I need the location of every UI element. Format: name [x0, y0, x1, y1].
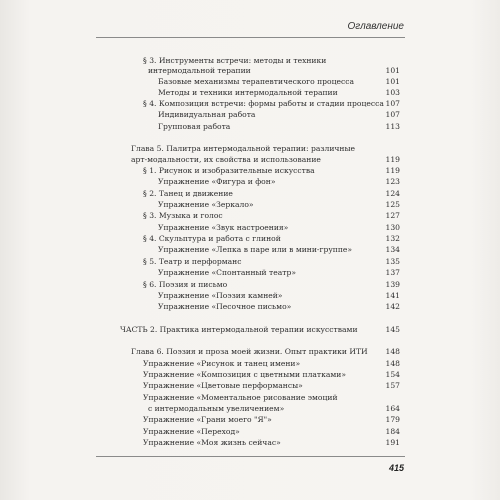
toc-entry-title: § 5. Театр и перформанс — [143, 257, 242, 266]
toc-entry-page: 179 — [385, 415, 400, 424]
running-header-title: Оглавление — [347, 21, 404, 32]
toc-entry-title: ЧАСТЬ 2. Практика интермодальной терапии искусствами — [120, 325, 358, 334]
toc-entry-title: § 3. Музыка и голос — [143, 211, 223, 220]
toc-entry-title: § 4. Композиция встречи: формы работы и стадии процесса — [143, 99, 384, 108]
toc-entry-title: § 4. Скульптура и работа с глиной — [143, 234, 281, 243]
toc-entry-title: Упражнение «Рисунок и танец имени» — [143, 359, 301, 368]
toc-entry-title: Упражнение «Лепка в паре или в мини-группе» — [158, 245, 353, 254]
toc-entry-title: Упражнение «Моментальное рисование эмоций — [143, 393, 338, 402]
toc-entry-page: 125 — [385, 200, 400, 209]
toc-entry-title: Глава 6. Поэзия и проза моей жизни. Опыт практики ИТИ — [131, 347, 368, 356]
toc-entry-page: 148 — [385, 359, 400, 368]
toc-entry-page: 139 — [385, 280, 400, 289]
toc-entry-page: 184 — [385, 427, 400, 436]
toc-entry-page: 134 — [385, 245, 400, 254]
toc-entry-title: арт-модальности, их свойства и использование — [131, 155, 321, 164]
toc-entry-page: 191 — [385, 438, 400, 447]
toc-entry-title: Методы и техники интермодальной терапии — [158, 88, 338, 97]
toc-entry-title: Базовые механизмы терапевтического процесса — [158, 77, 355, 86]
toc-entry-title: интермодальной терапии — [148, 66, 251, 75]
toc-entry-page: 119 — [385, 155, 400, 164]
toc-entry-page: 124 — [385, 189, 400, 198]
toc-entry-title: Упражнение «Поэзия камней» — [158, 291, 283, 300]
toc-entry-page: 132 — [385, 234, 400, 243]
toc-entry-title: Упражнение «Грани моего "Я"» — [143, 415, 272, 424]
toc-entry-page: 148 — [385, 347, 400, 356]
toc-entry-title: с интермодальным увеличением» — [148, 404, 285, 413]
toc-entry-page: 119 — [385, 166, 400, 175]
toc-entry-page: 101 — [385, 66, 400, 75]
toc-entry-page: 164 — [385, 404, 400, 413]
toc-entry-page: 154 — [385, 370, 400, 379]
toc-entry-title: Упражнение «Звук настроения» — [158, 223, 289, 232]
toc-entry-page: 107 — [385, 99, 400, 108]
toc-entry-title: Глава 5. Палитра интермодальной терапии: различные — [131, 144, 355, 153]
toc-entry-page: 107 — [385, 110, 400, 119]
toc-entry-page: 101 — [385, 77, 400, 86]
toc-entry-title: Упражнение «Песочное письмо» — [158, 302, 292, 311]
toc-entry-title: § 3. Инструменты встречи: методы и техники — [143, 56, 327, 65]
toc-entry-title: § 6. Поэзия и письмо — [143, 280, 228, 289]
toc-entry-page: 157 — [385, 381, 400, 390]
toc-entry-title: Упражнение «Композиция с цветными платками» — [143, 370, 347, 379]
toc-entry-title: Упражнение «Зеркало» — [158, 200, 254, 209]
toc-entry-page: 123 — [385, 177, 400, 186]
toc-entry-title: Упражнение «Моя жизнь сейчас» — [143, 438, 281, 447]
toc-entry-page: 142 — [385, 302, 400, 311]
toc-entry-title: Упражнение «Цветовые перформансы» — [143, 381, 303, 390]
toc-entry-page: 135 — [385, 257, 400, 266]
toc-entry-page: 141 — [385, 291, 400, 300]
toc-entry-page: 130 — [385, 223, 400, 232]
toc-entry-title: Упражнение «Спонтанный театр» — [158, 268, 296, 277]
toc-entry-page: 137 — [385, 268, 400, 277]
footer-rule — [96, 456, 405, 457]
toc-entry-title: § 2. Танец и движение — [143, 189, 233, 198]
toc-entry-title: Упражнение «Фигура и фон» — [158, 177, 276, 186]
toc-entry-page: 113 — [385, 122, 400, 131]
toc-entry-title: Групповая работа — [158, 122, 231, 131]
toc-entry-title: § 1. Рисунок и изобразительные искусства — [143, 166, 315, 175]
page-number: 415 — [388, 463, 404, 473]
toc-entry-title: Индивидуальная работа — [158, 110, 256, 119]
toc-entry-page: 145 — [385, 325, 400, 334]
toc-entry-title: Упражнение «Переход» — [143, 427, 240, 436]
toc-entry-page: 127 — [385, 211, 400, 220]
toc-entry-page: 103 — [385, 88, 400, 97]
